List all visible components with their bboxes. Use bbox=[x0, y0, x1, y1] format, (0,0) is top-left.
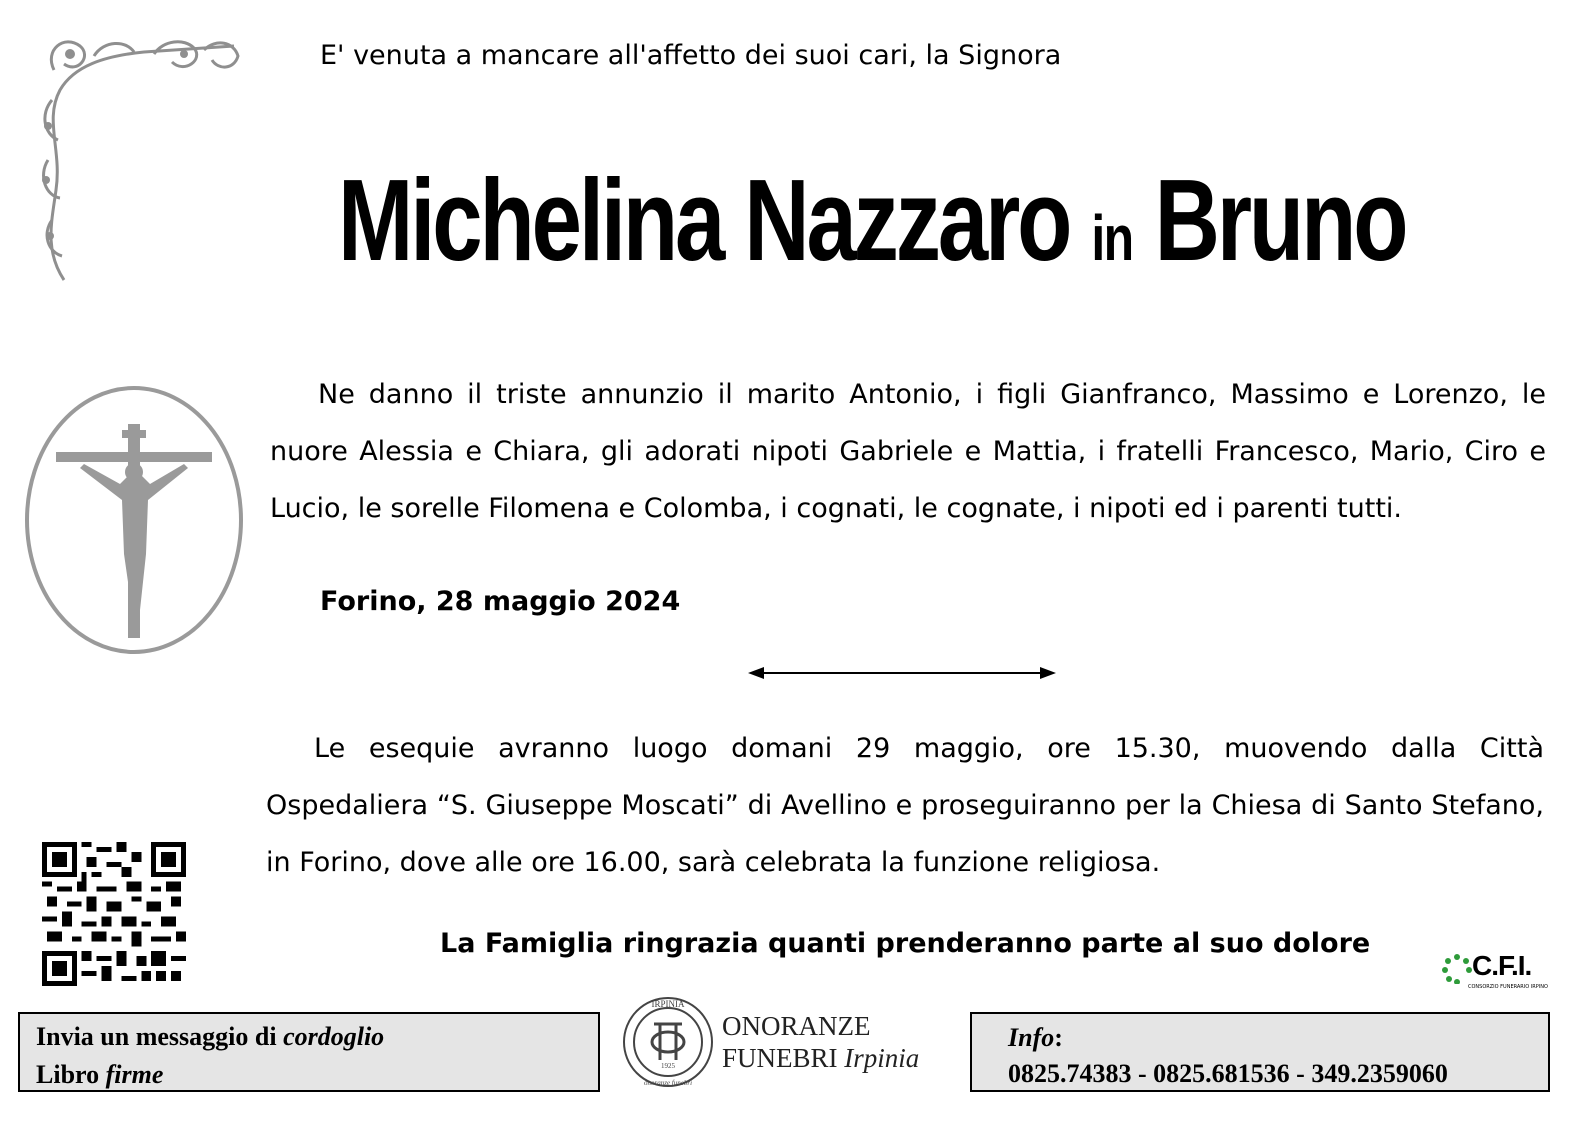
intro-text: E' venuta a mancare all'affetto dei suoi cari, la Signora bbox=[320, 40, 1062, 71]
cfi-subtitle: CONSORZIO FUNERARIO IRPINO bbox=[1468, 984, 1548, 990]
company-logo-icon bbox=[620, 994, 716, 1090]
logo-bottom-text: onoranze funebri bbox=[643, 1079, 693, 1087]
name-last: Bruno bbox=[1154, 155, 1406, 285]
deceased-name bbox=[338, 150, 1406, 308]
condolence-link[interactable]: Invia un messaggio di cordoglio bbox=[36, 1022, 385, 1051]
thanks-text: La Famiglia ringrazia quanti prenderanno parte al suo dolore bbox=[440, 928, 1371, 959]
place-date: Forino, 28 maggio 2024 bbox=[320, 586, 681, 617]
logo-top-text: IRPINIA bbox=[651, 999, 685, 1009]
corner-ornament-icon bbox=[34, 30, 244, 282]
name-connector: in bbox=[1091, 202, 1133, 274]
logo-year: 1925 bbox=[661, 1062, 675, 1070]
info-label: Info bbox=[1008, 1023, 1055, 1052]
phone-numbers[interactable]: 0825.74383 - 0825.681536 - 349.2359060 bbox=[1008, 1059, 1448, 1088]
company-name bbox=[722, 1010, 919, 1074]
funeral-text: Le esequie avranno luogo domani 29 maggio, ore 15.30, muovendo dalla Città Ospedaliera “S. Giuseppe Moscati” di Avellino e proseguiranno per la Chiesa di Santo Stefano, in Forino, dove alle ore 16.00, sarà celebrata la funzione religiosa. bbox=[266, 733, 1544, 878]
cfi-dots-icon bbox=[1442, 954, 1472, 984]
qr-code[interactable] bbox=[42, 842, 186, 986]
name-first: Michelina Nazzaro bbox=[338, 155, 1070, 285]
cfi-label: C.F.I. bbox=[1472, 950, 1532, 981]
cfi-logo bbox=[1442, 950, 1548, 996]
condolence-box[interactable] bbox=[18, 1012, 600, 1092]
company-line2: FUNEBRI bbox=[722, 1043, 838, 1073]
company-line1: ONORANZE bbox=[722, 1011, 871, 1041]
double-arrow-divider bbox=[748, 664, 1056, 682]
info-box: Info: 0825.74383 - 0825.681536 - 349.2359060 bbox=[970, 1012, 1550, 1092]
announcement-text: Ne danno il triste annunzio il marito Antonio, i figli Gianfranco, Massimo e Lorenzo, le nuore Alessia e Chiara, gli adorati nipoti Gabriele e Mattia, i fratelli Francesco, Mario, Ciro e Lucio, le sorelle Filomena e Colomba, i cognati, le cognate, i nipoti ed i parenti tutti. bbox=[270, 379, 1546, 524]
guestbook-link[interactable]: Libro firme bbox=[36, 1060, 164, 1089]
company-em: Irpinia bbox=[844, 1043, 920, 1073]
crucifix-icon bbox=[24, 384, 246, 656]
